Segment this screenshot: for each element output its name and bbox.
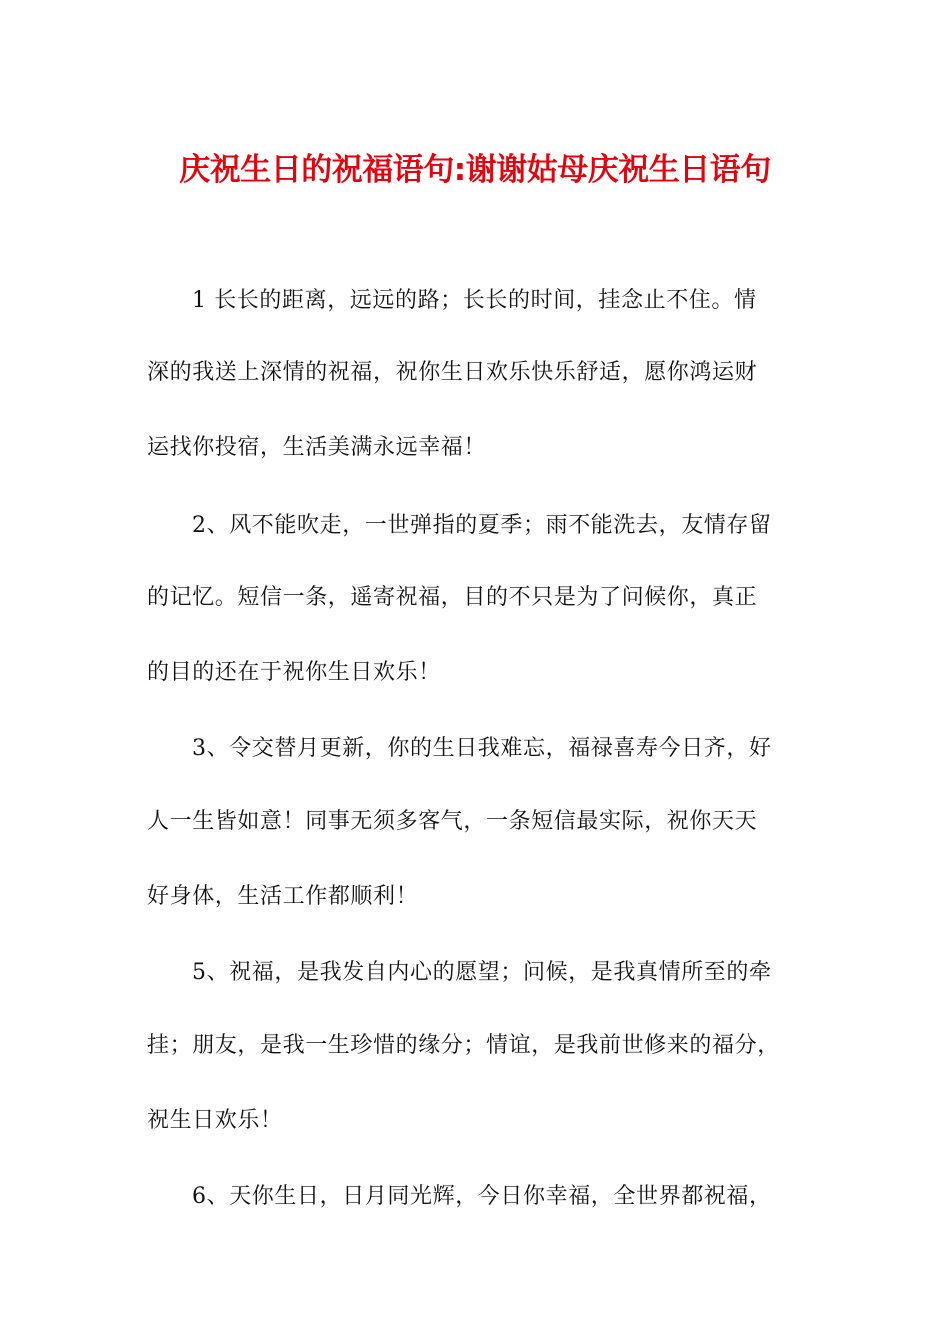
paragraph-3-line-2: 人一生皆如意！同事无须多客气，一条短信最实际，祝你天天 bbox=[147, 809, 758, 834]
paragraph-3-line-1: 3、令交替月更新，你的生日我难忘，福禄喜寿今日齐，好 bbox=[192, 736, 772, 761]
paragraph-4-line-2: 挂；朋友，是我一生珍惜的缘分；情谊，是我前世修来的福分， bbox=[147, 1033, 780, 1058]
paragraph-5-line-1: 6、天你生日，日月同光辉，今日你幸福，全世界都祝福， bbox=[192, 1184, 772, 1209]
paragraph-4-line-3: 祝生日欢乐！ bbox=[147, 1108, 283, 1133]
paragraph-1-line-3: 运找你投宿，生活美满永远幸福！ bbox=[147, 435, 487, 460]
paragraph-2-line-2: 的记忆。短信一条，遥寄祝福，目的不只是为了问候你，真正 bbox=[147, 585, 758, 610]
paragraph-1-line-1: 1 长长的距离，远远的路；长长的时间，挂念止不住。情 bbox=[192, 288, 757, 313]
paragraph-3-line-3: 好身体，生活工作都顺利！ bbox=[147, 884, 419, 909]
paragraph-2-line-3: 的目的还在于祝你生日欢乐！ bbox=[147, 660, 441, 685]
paragraph-2-line-1: 2、风不能吹走，一世弹指的夏季；雨不能洗去，友情存留 bbox=[192, 513, 772, 538]
paragraph-4-line-1: 5、祝福，是我发自内心的愿望；问候，是我真情所至的牵 bbox=[192, 960, 772, 985]
document-title: 庆祝生日的祝福语句:谢谢姑母庆祝生日语句 bbox=[179, 152, 771, 188]
paragraph-1-line-2: 深的我送上深情的祝福，祝你生日欢乐快乐舒适，愿你鸿运财 bbox=[147, 360, 758, 385]
